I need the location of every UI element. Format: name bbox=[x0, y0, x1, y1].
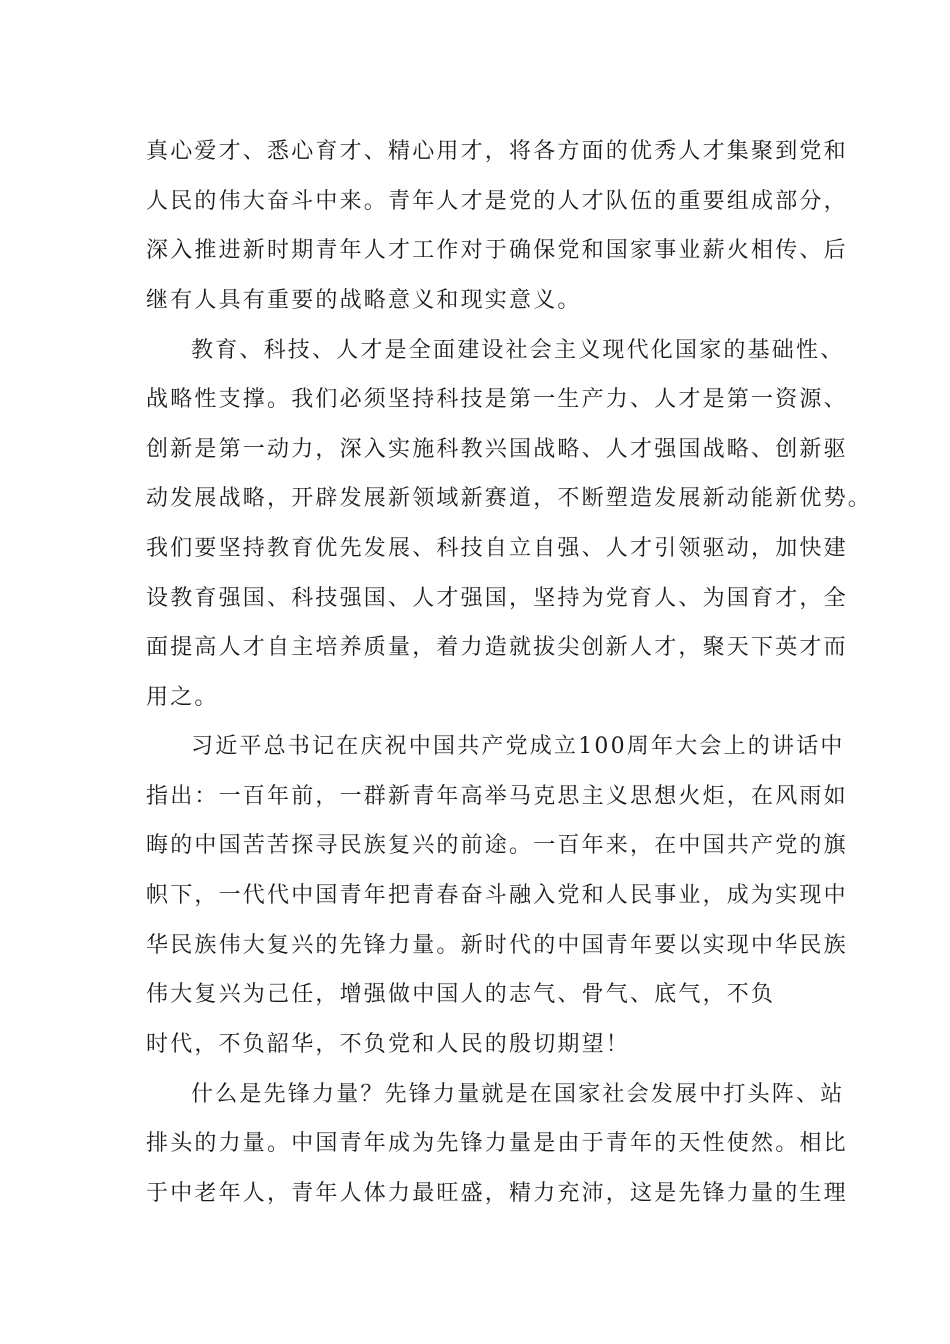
text-line: 创新是第一动力，深入实施科教兴国战略、人才强国战略、创新驱 bbox=[146, 437, 848, 462]
text-line: 用之。 bbox=[146, 685, 219, 710]
text-line: 设教育强国、科技强国、人才强国，坚持为党育人、为国育才，全 bbox=[146, 586, 848, 611]
text-line: 面提高人才自主培养质量，着力造就拔尖创新人才，聚天下英才而 bbox=[146, 635, 848, 660]
text-line: 华民族伟大复兴的先锋力量。新时代的中国青年要以实现中华民族 bbox=[146, 933, 848, 958]
text-line: 伟大复兴为己任，增强做中国人的志气、骨气、底气，不负 bbox=[146, 982, 776, 1007]
text-line: 继有人具有重要的战略意义和现实意义。 bbox=[146, 288, 582, 313]
text-line: 真心爱才、悉心育才、精心用才，将各方面的优秀人才集聚到党和 bbox=[146, 139, 848, 164]
text-line: 帜下，一代代中国青年把青春奋斗融入党和人民事业，成为实现中 bbox=[146, 883, 848, 908]
text-line: 动发展战略，开辟发展新领域新赛道，不断塑造发展新动能新优势。 bbox=[146, 486, 873, 511]
text-line: 时代，不负韶华，不负党和人民的殷切期望！ bbox=[146, 1032, 631, 1057]
text-line: 我们要坚持教育优先发展、科技自立自强、人才引领驱动，加快建 bbox=[146, 536, 848, 561]
text-line: 人民的伟大奋斗中来。青年人才是党的人才队伍的重要组成部分， bbox=[146, 189, 848, 214]
text-line: 晦的中国苦苦探寻民族复兴的前途。一百年来，在中国共产党的旗 bbox=[146, 833, 848, 858]
text-line: 深入推进新时期青年人才工作对于确保党和国家事业薪火相传、后 bbox=[146, 238, 848, 263]
text-line: 于中老年人，青年人体力最旺盛，精力充沛，这是先锋力量的生理 bbox=[146, 1181, 848, 1206]
text-line: 战略性支撑。我们必须坚持科技是第一生产力、人才是第一资源、 bbox=[146, 387, 848, 412]
text-line: 指出：一百年前，一群新青年高举马克思主义思想火炬，在风雨如 bbox=[146, 784, 848, 809]
paragraph-first-line: 什么是先锋力量？先锋力量就是在国家社会发展中打头阵、站 bbox=[191, 1082, 845, 1107]
text-line: 排头的力量。中国青年成为先锋力量是由于青年的天性使然。相比 bbox=[146, 1131, 848, 1156]
paragraph-first-line: 习近平总书记在庆祝中国共产党成立100周年大会上的讲话中 bbox=[191, 734, 845, 759]
paragraph-first-line: 教育、科技、人才是全面建设社会主义现代化国家的基础性、 bbox=[191, 338, 845, 363]
